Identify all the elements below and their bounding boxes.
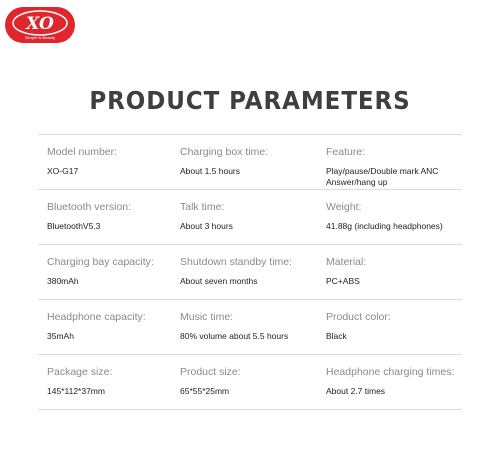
parameter-label: Product color:: [326, 311, 391, 323]
parameter-label: Shutdown standby time:: [180, 256, 293, 268]
parameter-cell: [47, 135, 172, 177]
parameter-label: Headphone capacity:: [47, 311, 146, 323]
parameter-label: Talk time:: [180, 201, 225, 213]
parameter-row: [38, 134, 462, 189]
parameter-value: Black: [326, 331, 347, 341]
parameter-cell: [326, 245, 466, 287]
parameter-cell: [47, 245, 172, 287]
parameter-cell: [47, 190, 172, 232]
parameter-value: About 2.7 times: [326, 386, 386, 396]
parameter-cell: [180, 135, 320, 177]
parameter-value: 35mAh: [47, 331, 74, 341]
parameter-value: 65*55*25mm: [180, 386, 230, 396]
parameter-row: [38, 299, 462, 354]
parameter-cell: [326, 135, 466, 188]
parameter-cell: [47, 300, 172, 342]
parameter-label: Music time:: [180, 311, 234, 323]
parameter-value: XO-G17: [47, 166, 79, 176]
parameter-cell: [180, 190, 320, 232]
parameter-value: BluetoothV5.3: [47, 221, 101, 231]
parameter-cell: [180, 300, 320, 342]
parameter-cell: [180, 355, 320, 397]
parameter-value: About 3 hours: [180, 221, 233, 231]
xo-logo: [4, 6, 114, 44]
parameter-value: 145*112*37mm: [47, 386, 105, 396]
parameter-label: Bluetooth version:: [47, 201, 132, 213]
parameter-cell: [47, 355, 172, 397]
parameter-value: [326, 166, 466, 188]
parameters-table: [38, 134, 462, 410]
parameter-value: About seven months: [180, 276, 258, 286]
parameter-cell: [326, 190, 466, 232]
parameter-label: Product size:: [180, 366, 241, 378]
parameter-value: 380mAh: [47, 276, 79, 286]
parameter-value: PC+ABS: [326, 276, 360, 286]
parameter-cell: [326, 355, 466, 397]
parameter-value-line: Play/pause/Double mark ANC: [326, 166, 439, 176]
parameter-label: Headphone charging times:: [326, 366, 455, 378]
page-title: PRODUCT PARAMETERS: [89, 86, 411, 115]
parameter-label: Charging box time:: [180, 146, 269, 158]
parameter-value: 41.88g (including headphones): [326, 221, 443, 231]
parameter-value: 80% volume about 5.5 hours: [180, 331, 289, 341]
parameter-label: Feature:: [326, 146, 366, 158]
parameter-label: Package size:: [47, 366, 113, 378]
logo-tagline: Simple Is Beauty: [24, 35, 56, 40]
logo-text: XO: [26, 14, 54, 34]
parameter-cell: [180, 245, 320, 287]
parameter-label: Model number:: [47, 146, 118, 158]
parameter-row: [38, 354, 462, 410]
parameter-cell: [326, 300, 466, 342]
parameter-value-line: Answer/hang up: [326, 177, 388, 187]
parameter-row: [38, 189, 462, 244]
parameter-label: Material:: [326, 256, 367, 268]
parameter-value: About 1.5 hours: [180, 166, 241, 176]
parameter-label: Charging bay capacity:: [47, 256, 154, 268]
parameter-row: [38, 244, 462, 299]
parameter-label: Weight:: [326, 201, 362, 213]
